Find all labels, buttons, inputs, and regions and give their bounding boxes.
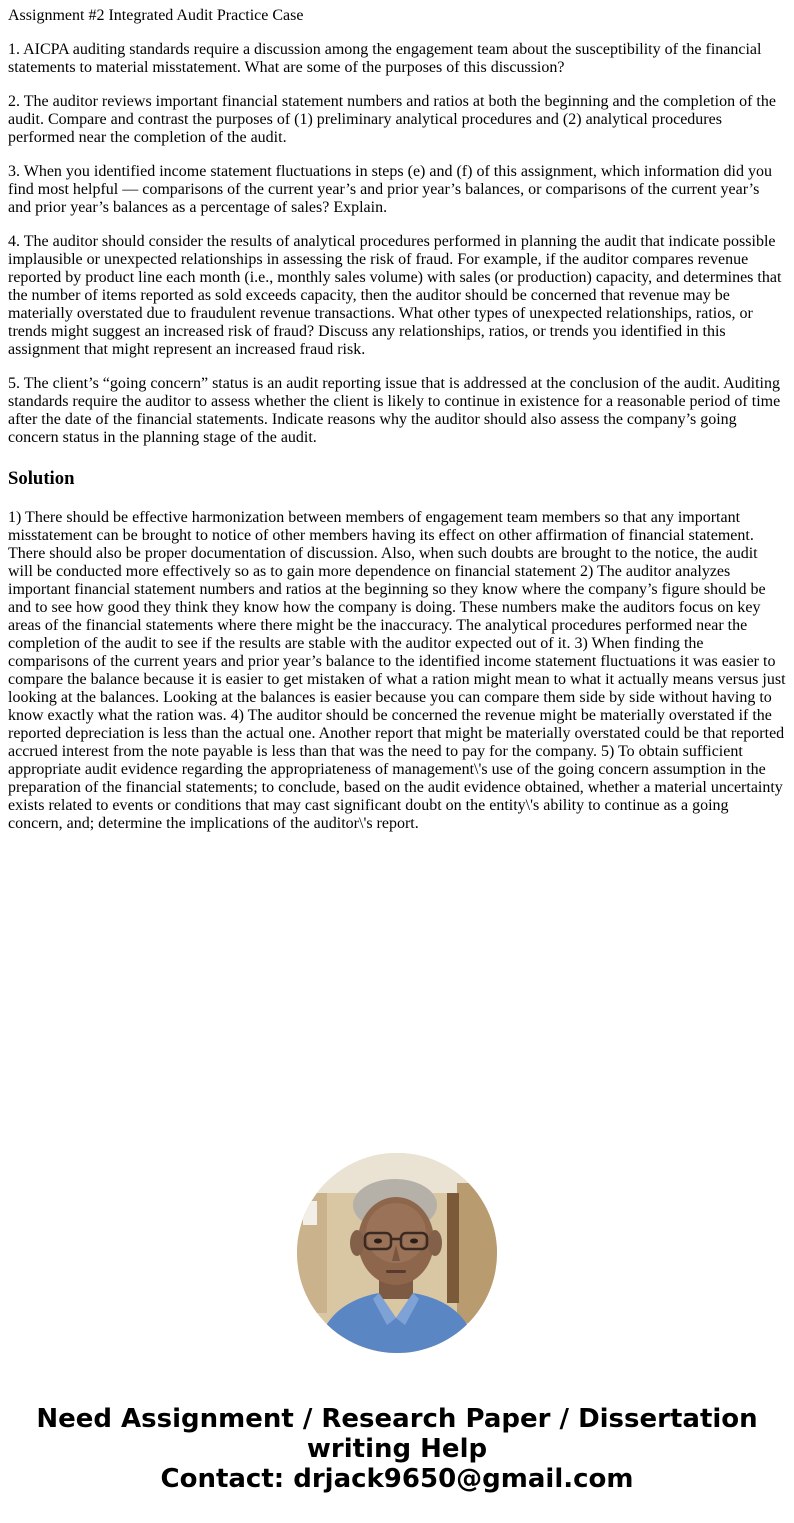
contact-banner-line-2: writing Help [306, 1434, 488, 1464]
solution-heading: Solution [8, 468, 75, 489]
document-title: Assignment #2 Integrated Audit Practice Case [8, 7, 304, 24]
author-avatar [297, 1153, 497, 1353]
question-2: 2. The auditor reviews important financial statement numbers and ratios at both the beginning and the completion of the audit. Compare and contrast the purposes of (1) preliminary analytical procedures and (2) analytical procedures performed near the completion of the audit. [8, 93, 776, 146]
question-5: 5. The client’s “going concern” status is an audit reporting issue that is addressed at the conclusion of the audit. Auditing standards require the auditor to assess whether the client is likely to continue in existence for a reasonable period of time after the date of the financial statements. Indicate reasons why the auditor should also assess the company’s going concern status in the planning stage of the audit. [8, 375, 781, 446]
author-portrait-image [297, 1153, 497, 1353]
question-4: 4. The auditor should consider the results of analytical procedures performed in planning the audit that indicate possible implausible or unexpected relationships in assessing the risk of fraud. For example, if the auditor compares revenue reported by product line each month (i.e., monthly sales volume) with sales (or production) capacity, and determines that the number of items reported as sold exceeds capacity, then the auditor should be concerned that revenue may be materially overstated due to fraudulent revenue transactions. What other types of unexpected relationships, ratios, or trends might suggest an increased risk of fraud? Discuss any relationships, ratios, or trends you identified in this assignment that might represent an increased fraud risk. [8, 233, 782, 358]
contact-banner-line-1: Need Assignment / Research Paper / Dissertation [36, 1404, 758, 1434]
contact-banner [0, 1404, 794, 1494]
contact-banner-line-3: Contact: drjack9650@gmail.com [160, 1464, 634, 1494]
solution-text: 1) There should be effective harmonization between members of engagement team members so that any important misstatement can be brought to notice of other members having its effect on other affirmation of financial statement. There should also be proper documentation of discussion. Also, when such doubts are brought to the notice, the audit will be conducted more effectively so as to gain more dependence on financial statement 2) The auditor analyzes important financial statement numbers and ratios at the beginning so they know where the company’s figure should be and to see how good they think they know how the company is doing. These numbers make the auditors focus on key areas of the financial statements where there might be the inaccuracy. The analytical procedures performed near the completion of the audit to see if the results are stable with the auditor expected out of it. 3) When finding the comparisons of the current years and prior year’s balance to the identified income statement fluctuations it was easier to compare the balance because it is easier to get mistaken of what a ration might mean to what it actually means versus just looking at the balances. Looking at the balances is easier because you can compare them side by side without having to know exactly what the ration was. 4) The auditor should be concerned the revenue might be materially overstated if the reported depreciation is less than the actual one. Another report that might be materially overstated could be that reported accrued interest from the note payable is less than that was the need to pay for the company. 5) To obtain sufficient appropriate audit evidence regarding the appropriateness of management\'s use of the going concern assumption in the preparation of the financial statements; to conclude, based on the audit evidence obtained, whether a material uncertainty exists related to events or conditions that may cast significant doubt on the entity\'s ability to continue as a going concern, and; determine the implications of the auditor\'s report. [8, 509, 786, 832]
question-3: 3. When you identified income statement fluctuations in steps (e) and (f) of this assignment, which information did you find most helpful — comparisons of the current year’s and prior year’s balances, or comparisons of the current year’s and prior year’s balances as a percentage of sales? Explain. [8, 163, 772, 216]
question-1: 1. AICPA auditing standards require a discussion among the engagement team about the susceptibility of the financial statements to material misstatement. What are some of the purposes of this discussion? [8, 41, 762, 76]
document-body [8, 7, 786, 833]
